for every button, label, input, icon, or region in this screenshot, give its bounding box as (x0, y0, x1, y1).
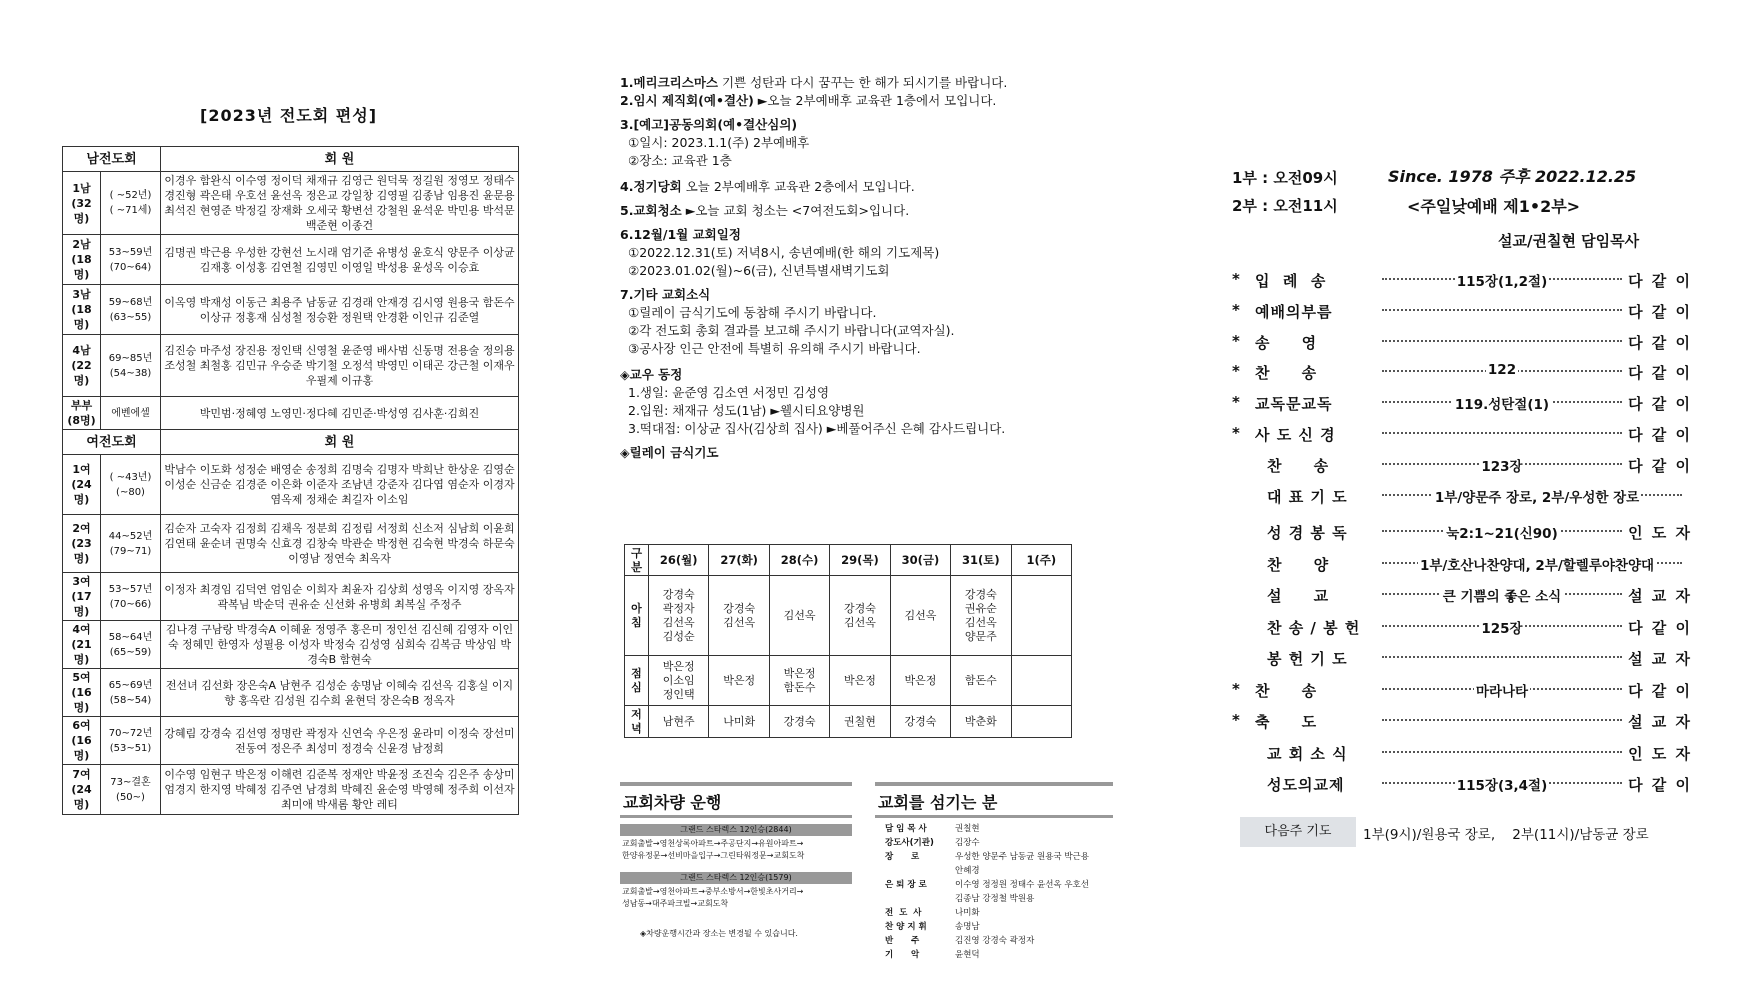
news-item-text: 기쁜 성탄과 다시 꿈꾸는 한 해가 되시기를 바랍니다. (717, 75, 1008, 90)
stand-mark: * (1232, 331, 1240, 350)
order-name: 송 영 (1255, 333, 1318, 352)
group-name: 5여 (16명) (63, 669, 101, 717)
order-item (1232, 301, 1692, 332)
order-name: 성 경 봉 독 (1267, 524, 1348, 542)
group-age: 69~85년 (54~38) (101, 335, 161, 397)
relay-header-row (625, 545, 1072, 576)
order-name: 찬 송 (1255, 681, 1318, 700)
order-leader: 인 도 자 (1628, 524, 1692, 542)
relay-row-label: 점 심 (625, 656, 649, 706)
relay-header-cell: 31(토) (951, 545, 1011, 576)
order-name: 대 표 기 도 (1267, 487, 1348, 506)
news-item-text: ►오늘 교회 청소는 <7여전도회>입니다. (681, 203, 910, 218)
order-item (1232, 680, 1692, 711)
news-item (620, 322, 1080, 340)
news-item-text: 오늘 2부예배후 교육관 2층에서 모입니다. (681, 179, 915, 194)
server-names: 우성한 양문주 남동균 원용국 박근용 안혜경 (955, 852, 1089, 876)
roster-row (63, 669, 519, 717)
relay-cell: 강경숙 곽정자 김선옥 김성순 (649, 576, 709, 656)
server-role: 은 퇴 장 로 (885, 880, 927, 890)
order-leader: 다 같 이 (1628, 272, 1692, 290)
group-members: 박민범·정혜영 노영민·정다혜 김민준·박성영 김사훈·김희진 (161, 397, 519, 430)
roster-row (63, 172, 519, 235)
order-detail-text: 119.성탄절(1) (1454, 397, 1550, 414)
group-members: 강혜림 강경숙 김선영 정명란 곽정자 신연숙 우은정 윤라미 이정숙 장선미 전동여 정은주 최성미 정경숙 신윤경 남정희 (161, 717, 519, 765)
relay-cell: 권칠현 (830, 706, 890, 738)
members-news-title: ◈교우 동정 (620, 367, 683, 382)
order-detail (1382, 554, 1692, 574)
order-item (1232, 522, 1692, 553)
server-row (885, 948, 1113, 962)
order-leader: 다 같 이 (1628, 364, 1692, 383)
relay-table (624, 544, 1072, 738)
group-members: 이정자 최경임 김덕연 엄임순 이희자 최윤자 김상희 성영옥 이지영 장옥자 곽복님 박순덕 권유순 신선화 유병희 최복실 주정주 (161, 573, 519, 621)
order-leader: 다 같 이 (1628, 302, 1692, 321)
news-item-text: ①릴레이 금식기도에 동참해 주시기 바랍니다. (628, 305, 877, 320)
preacher: 설교/권칠현 담임목사 (1498, 232, 1640, 250)
server-row (885, 836, 1113, 850)
server-row (885, 934, 1113, 948)
dot-leader (1382, 656, 1622, 658)
group-age: 에벤에셀 (101, 397, 161, 430)
relay-cell: 박은정 (709, 656, 769, 706)
group-members: 김순자 고숙자 김정희 김채옥 정분희 김정림 서정희 신소저 심남희 이윤희 김연태 윤순녀 권명숙 신효경 김창숙 박관순 박정현 김숙현 박경숙 하문숙 이영남 정연숙 최옥자 (161, 515, 519, 573)
group-members: 이경우 함완식 이수영 정이덕 채재규 김영근 원덕묵 정길원 정영모 정태수 경진형 곽은태 우호선 윤선옥 정은교 강일창 김영필 김종남 임용진 윤문용 최석진 현영준 박정길 장재화 오세국 황변선 강철원 윤석운 박민용 박석문 백준현 이종건 (161, 172, 519, 235)
server-role: 장 로 (885, 852, 920, 862)
server-row (885, 906, 1113, 920)
order-item (1232, 486, 1692, 517)
roster-row (63, 717, 519, 765)
news-item (620, 304, 1080, 322)
order-leader: 설 교 자 (1628, 587, 1692, 605)
relay-cell: 김선옥 (890, 576, 950, 656)
relay-cell: 박은정 이소임 정인택 (649, 656, 709, 706)
server-row (885, 920, 1113, 934)
order-detail (1382, 585, 1622, 605)
order-detail (1382, 362, 1622, 378)
vehicle-bar-2: 그랜드 스타렉스 12인승(1579) (620, 872, 852, 884)
group-name: 3여 (17명) (63, 573, 101, 621)
dot-leader (1382, 751, 1622, 753)
roster-row (63, 621, 519, 669)
order-item (1232, 554, 1692, 585)
order-detail (1382, 617, 1622, 637)
server-row (885, 878, 1113, 906)
roster-member-header: 회 원 (161, 430, 519, 455)
order-item (1232, 393, 1692, 424)
relay-cell: 박은정 (890, 656, 950, 706)
order-detail (1382, 455, 1622, 475)
relay-row (625, 706, 1072, 738)
order-detail (1382, 680, 1622, 700)
news-item-head: 6.12월/1월 교회일정 (620, 227, 741, 242)
group-members: 김진승 마주성 장진용 정인택 신영철 윤준영 배사범 신동명 전용술 정의용 조성철 최철홍 김민규 우승준 박기철 오정석 박영민 이태곤 강근철 이재우 우필제 이규홍 (161, 335, 519, 397)
news-item-head: 1.메리크리스마스 (620, 75, 718, 90)
roster-row (63, 235, 519, 285)
news-item (620, 262, 1080, 280)
relay-row (625, 576, 1072, 656)
news-section (620, 74, 1080, 462)
server-names: 김진영 강경숙 곽정자 (955, 936, 1035, 946)
group-name: 부부 (8명) (63, 397, 101, 430)
relay-cell (1011, 656, 1071, 706)
order-leader: 다 같 이 (1628, 395, 1692, 414)
stand-mark: * (1232, 393, 1240, 412)
group-age: 73~결혼 (50~) (101, 765, 161, 815)
stand-mark: * (1232, 679, 1240, 698)
order-name: 찬 양 (1267, 555, 1330, 574)
order-detail-text: 마라나타 (1475, 683, 1529, 700)
order-name: 교독문교독 (1255, 395, 1333, 414)
news-item (620, 226, 1080, 244)
stand-mark: * (1232, 362, 1240, 381)
group-age: 70~72년 (53~51) (101, 717, 161, 765)
order-detail-text: 125장 (1481, 620, 1523, 637)
next-week-prayer: 1부(9시)/원용국 장로, 2부(11시)/남동균 장로 (1363, 827, 1649, 843)
relay-cell: 강경숙 김선옥 (830, 576, 890, 656)
order-name: 찬 송 (1267, 456, 1330, 475)
group-members: 전선녀 김선화 장은숙A 남현주 김성순 송명남 이혜숙 김선옥 김홍실 이지향 홍옥란 김성원 김수희 윤현덕 장은숙B 정옥자 (161, 669, 519, 717)
group-name: 1여 (24명) (63, 455, 101, 515)
service-time-1: 1부 : 오전09시 (1232, 169, 1338, 187)
service-time-2: 2부 : 오전11시 (1232, 197, 1338, 215)
news-item-text: ►오늘 2부예배후 교육관 1층에서 모입니다. (753, 93, 997, 108)
group-name: 4여 (21명) (63, 621, 101, 669)
news-item (620, 152, 1080, 170)
roster-row (63, 573, 519, 621)
group-age: 65~69년 (58~54) (101, 669, 161, 717)
group-name: 6여 (16명) (63, 717, 101, 765)
since-date: Since. 1978 주후 2022.12.25 (1388, 167, 1637, 186)
order-item (1232, 362, 1692, 393)
server-names: 송명남 (955, 922, 980, 932)
vehicle-top-bar (620, 782, 852, 786)
order-item (1232, 270, 1692, 301)
roster-row (63, 455, 519, 515)
server-names: 나미화 (955, 908, 980, 918)
order-leader: 다 같 이 (1628, 776, 1692, 794)
group-age: 44~52년 (79~71) (101, 515, 161, 573)
order-name: 입 례 송 (1255, 272, 1327, 290)
news-item-head: 3.[예고]공동의회(예•결산심의) (620, 117, 798, 132)
server-names: 김장수 (955, 838, 980, 848)
relay-header-cell: 28(수) (769, 545, 829, 576)
roster-row (63, 765, 519, 815)
server-names: 권칠현 (955, 824, 980, 834)
group-name: 3남 (18명) (63, 285, 101, 335)
server-role: 강도사(기관) (885, 838, 934, 848)
group-age: 53~57년 (70~66) (101, 573, 161, 621)
dot-leader (1382, 432, 1622, 434)
order-item (1232, 617, 1692, 648)
order-leader: 다 같 이 (1628, 426, 1692, 444)
order-name: 찬 송 (1255, 364, 1318, 383)
order-detail-text: 115장(1,2절) (1456, 274, 1548, 290)
group-age: 58~64년 (65~59) (101, 621, 161, 669)
relay-header-cell: 27(화) (709, 545, 769, 576)
order-name: 축 도 (1255, 713, 1318, 731)
news-item (620, 92, 1080, 110)
server-names: 이수영 정정원 정태수 윤선옥 우호선 김종남 강정철 박원용 (955, 880, 1089, 904)
dot-leader (1382, 309, 1622, 311)
order-detail-text: 1부/양문주 장로, 2부/우성한 장로 (1434, 489, 1640, 506)
server-role: 반 주 (885, 936, 920, 946)
order-name: 사 도 신 경 (1255, 426, 1336, 444)
dot-leader (1382, 340, 1622, 342)
news-item (620, 340, 1080, 358)
order-leader: 다 같 이 (1628, 456, 1692, 475)
relay-title: ◈릴레이 금식기도 (620, 445, 719, 460)
order-name: 교 회 소 식 (1267, 744, 1348, 763)
vehicle-route-2: 교회출발→영천아파트→중부소방서→한빛초사거리→ 성남동→대주파크빌→교회도착 (622, 887, 804, 908)
order-leader: 인 도 자 (1628, 744, 1692, 763)
relay-cell: 박은정 함돈수 (769, 656, 829, 706)
news-item-text: ①일시: 2023.1.1(주) 2부예배후 (628, 135, 810, 150)
vehicle-note: ◈차량운행시간과 장소는 변경될 수 있습니다. (640, 929, 798, 938)
news-item-head: 5.교회청소 (620, 203, 682, 218)
group-members: 김명권 박근용 우성한 강현선 노시래 엄기준 유병성 윤호식 양문주 이상균 김재홍 이성홍 김연철 김영민 이영일 박성용 윤성옥 이승효 (161, 235, 519, 285)
next-week-label: 다음주 기도 (1240, 817, 1356, 847)
order-name: 성도의교제 (1267, 776, 1345, 794)
server-role: 담 임 목 사 (885, 824, 927, 834)
relay-cell (1011, 706, 1071, 738)
vehicle-bar-1: 그랜드 스타렉스 12인승(2844) (620, 824, 852, 836)
relay-cell: 박은정 (830, 656, 890, 706)
order-leader: 설 교 자 (1628, 650, 1692, 668)
order-leader: 다 같 이 (1628, 618, 1692, 637)
news-item-text: ②장소: 교육관 1층 (628, 153, 732, 168)
group-name: 2여 (23명) (63, 515, 101, 573)
news-item (620, 244, 1080, 262)
news-item-text: ①2022.12.31(토) 저녁8시, 송년예배(한 해의 기도제목) (628, 245, 940, 260)
members-news-item: 3.떡대접: 이상균 집사(김상희 집사) ►베풀어주신 은혜 감사드립니다. (628, 421, 1006, 436)
news-item-head: 7.기타 교회소식 (620, 287, 711, 302)
server-row (885, 822, 1113, 836)
order-detail-text: 122 (1487, 362, 1517, 379)
order-item (1232, 332, 1692, 363)
group-members: 박남수 이도화 성정순 배영순 송정희 김명숙 김명자 박희난 한상운 김영순 이성순 신금순 김경준 이은화 이준자 조남년 강준자 김다엽 염순자 이경자 염옥제 정채순 최길자 이소임 (161, 455, 519, 515)
roster-group-header: 남전도회 (63, 147, 161, 172)
order-detail-text: 큰 기쁨의 좋은 소식 (1442, 589, 1562, 605)
relay-cell: 김선옥 (769, 576, 829, 656)
stand-mark: * (1232, 270, 1240, 288)
stand-mark: * (1232, 711, 1240, 729)
server-role: 전 도 사 (885, 908, 922, 918)
relay-row (625, 656, 1072, 706)
order-name: 예배의부름 (1255, 302, 1333, 321)
news-item-text: ②2023.01.02(월)~6(금), 신년특별새벽기도회 (628, 263, 890, 278)
relay-header-cell: 1(주) (1011, 545, 1071, 576)
group-age: 53~59년 (70~64) (101, 235, 161, 285)
order-detail-text: 115장(3,4절) (1456, 778, 1548, 794)
relay-cell: 남현주 (649, 706, 709, 738)
order-detail (1382, 486, 1692, 506)
news-item-text: ②각 전도회 총회 결과를 보고해 주시기 바랍니다(교역자실). (628, 323, 955, 338)
stand-mark: * (1232, 424, 1240, 442)
stand-mark: * (1232, 300, 1240, 319)
order-detail-text: 눅2:1~21(신90) (1446, 526, 1558, 542)
roster-row (63, 515, 519, 573)
servers-title-underline (875, 815, 1113, 818)
dot-leader (1382, 719, 1622, 721)
news-item (620, 286, 1080, 304)
roster-group-header: 여전도회 (63, 430, 161, 455)
group-name: 4남 (22명) (63, 335, 101, 397)
group-age: ( ~52년) ( ~71세) (101, 172, 161, 235)
relay-row-label: 아 침 (625, 576, 649, 656)
vehicle-title: 교회차량 운행 (623, 793, 722, 812)
order-item (1232, 711, 1692, 742)
members-news-item: 1.생일: 윤준영 김소연 서정민 김성영 (628, 385, 830, 400)
relay-cell: 나미화 (709, 706, 769, 738)
order-item (1232, 774, 1692, 805)
news-item (620, 178, 1080, 196)
vehicle-title-underline (620, 815, 852, 818)
order-detail (1382, 774, 1622, 794)
server-names: 윤현덕 (955, 950, 980, 960)
group-members: 김나경 구남랑 박경숙A 이혜윤 정영주 홍은미 정인선 김신혜 김영자 이인숙 정혜민 한영자 성필용 이성자 박정숙 김성영 심희숙 김복금 박상임 박경숙B 함현숙 (161, 621, 519, 669)
group-age: 59~68년 (63~55) (101, 285, 161, 335)
roster-table (62, 146, 519, 815)
order-detail (1382, 393, 1622, 413)
roster-title: [2023년 전도회 편성] (200, 106, 378, 125)
relay-header-cell: 26(월) (649, 545, 709, 576)
order-name: 봉 헌 기 도 (1267, 650, 1348, 668)
group-members: 이옥영 박재성 이동근 최용주 남동균 김경래 안재경 김시영 원용국 함돈수 이상규 정홍재 심성철 정승환 정원택 안경환 이인규 김준열 (161, 285, 519, 335)
news-item (620, 134, 1080, 152)
relay-cell: 강경숙 권유순 김선옥 양문주 (951, 576, 1011, 656)
group-members: 이수영 임현구 박은정 이해련 김준복 정재안 박윤정 조진숙 김은주 송상미 엄경지 한지영 박혜정 김주연 남경희 박혜진 윤순영 박영혜 정주희 이선자 최미애 박새롬 황안 레티 (161, 765, 519, 815)
members-news-item: 2.입원: 채재규 성도(1남) ►웰시티요양병원 (628, 403, 865, 418)
news-item (620, 116, 1080, 134)
relay-cell: 함돈수 (951, 656, 1011, 706)
order-detail (1382, 522, 1622, 542)
order-item (1232, 743, 1692, 774)
news-item (620, 74, 1080, 92)
order-name: 찬 송 / 봉 헌 (1267, 618, 1361, 637)
order-item (1232, 424, 1692, 455)
roster-header-row (63, 147, 519, 172)
servers-title: 교회를 섬기는 분 (878, 793, 998, 812)
group-name: 7여 (24명) (63, 765, 101, 815)
roster-header-row (63, 430, 519, 455)
relay-cell: 강경숙 (769, 706, 829, 738)
servers-top-bar (875, 782, 1113, 786)
order-item (1232, 648, 1692, 679)
relay-cell (1011, 576, 1071, 656)
relay-header-cell: 30(금) (890, 545, 950, 576)
order-detail-text: 123장 (1481, 458, 1523, 475)
vehicle-route-1: 교회출발→영천상록아파트→주공단지→유원아파트→ 한양유정문→선비마을입구→그린타워정문→교회도착 (622, 839, 805, 860)
group-name: 2남 (18명) (63, 235, 101, 285)
relay-cell: 강경숙 김선옥 (709, 576, 769, 656)
relay-header-cell: 구 분 (625, 545, 649, 576)
server-role: 찬 양 지 휘 (885, 922, 927, 932)
group-name: 1남 (32명) (63, 172, 101, 235)
order-detail (1382, 270, 1622, 290)
relay-cell: 강경숙 (890, 706, 950, 738)
order-leader: 다 같 이 (1628, 681, 1692, 700)
relay-header-cell: 29(목) (830, 545, 890, 576)
order-item (1232, 455, 1692, 486)
news-item-text: ③공사장 인근 안전에 특별히 유의해 주시기 바랍니다. (628, 341, 921, 356)
order-detail-text: 1부/호산나찬양대, 2부/할렐루야찬양대 (1419, 557, 1655, 574)
roster-row (63, 397, 519, 430)
server-row (885, 850, 1113, 878)
order-leader: 설 교 자 (1628, 713, 1692, 731)
relay-cell: 박춘화 (951, 706, 1011, 738)
roster-row (63, 335, 519, 397)
news-item (620, 202, 1080, 220)
relay-row-label: 저 녁 (625, 706, 649, 738)
roster-row (63, 285, 519, 335)
order-name: 설 교 (1267, 587, 1330, 605)
group-age: ( ~43년) (~80) (101, 455, 161, 515)
worship-title: <주일낮예배 제1•2부> (1407, 197, 1581, 216)
servers-list (885, 822, 1113, 962)
order-item (1232, 585, 1692, 616)
server-role: 기 악 (885, 950, 920, 960)
order-leader: 다 같 이 (1628, 333, 1692, 352)
news-item-head: 2.임시 제직회(예•결산) (620, 93, 754, 108)
news-item-head: 4.정기당회 (620, 179, 682, 194)
roster-member-header: 회 원 (161, 147, 519, 172)
